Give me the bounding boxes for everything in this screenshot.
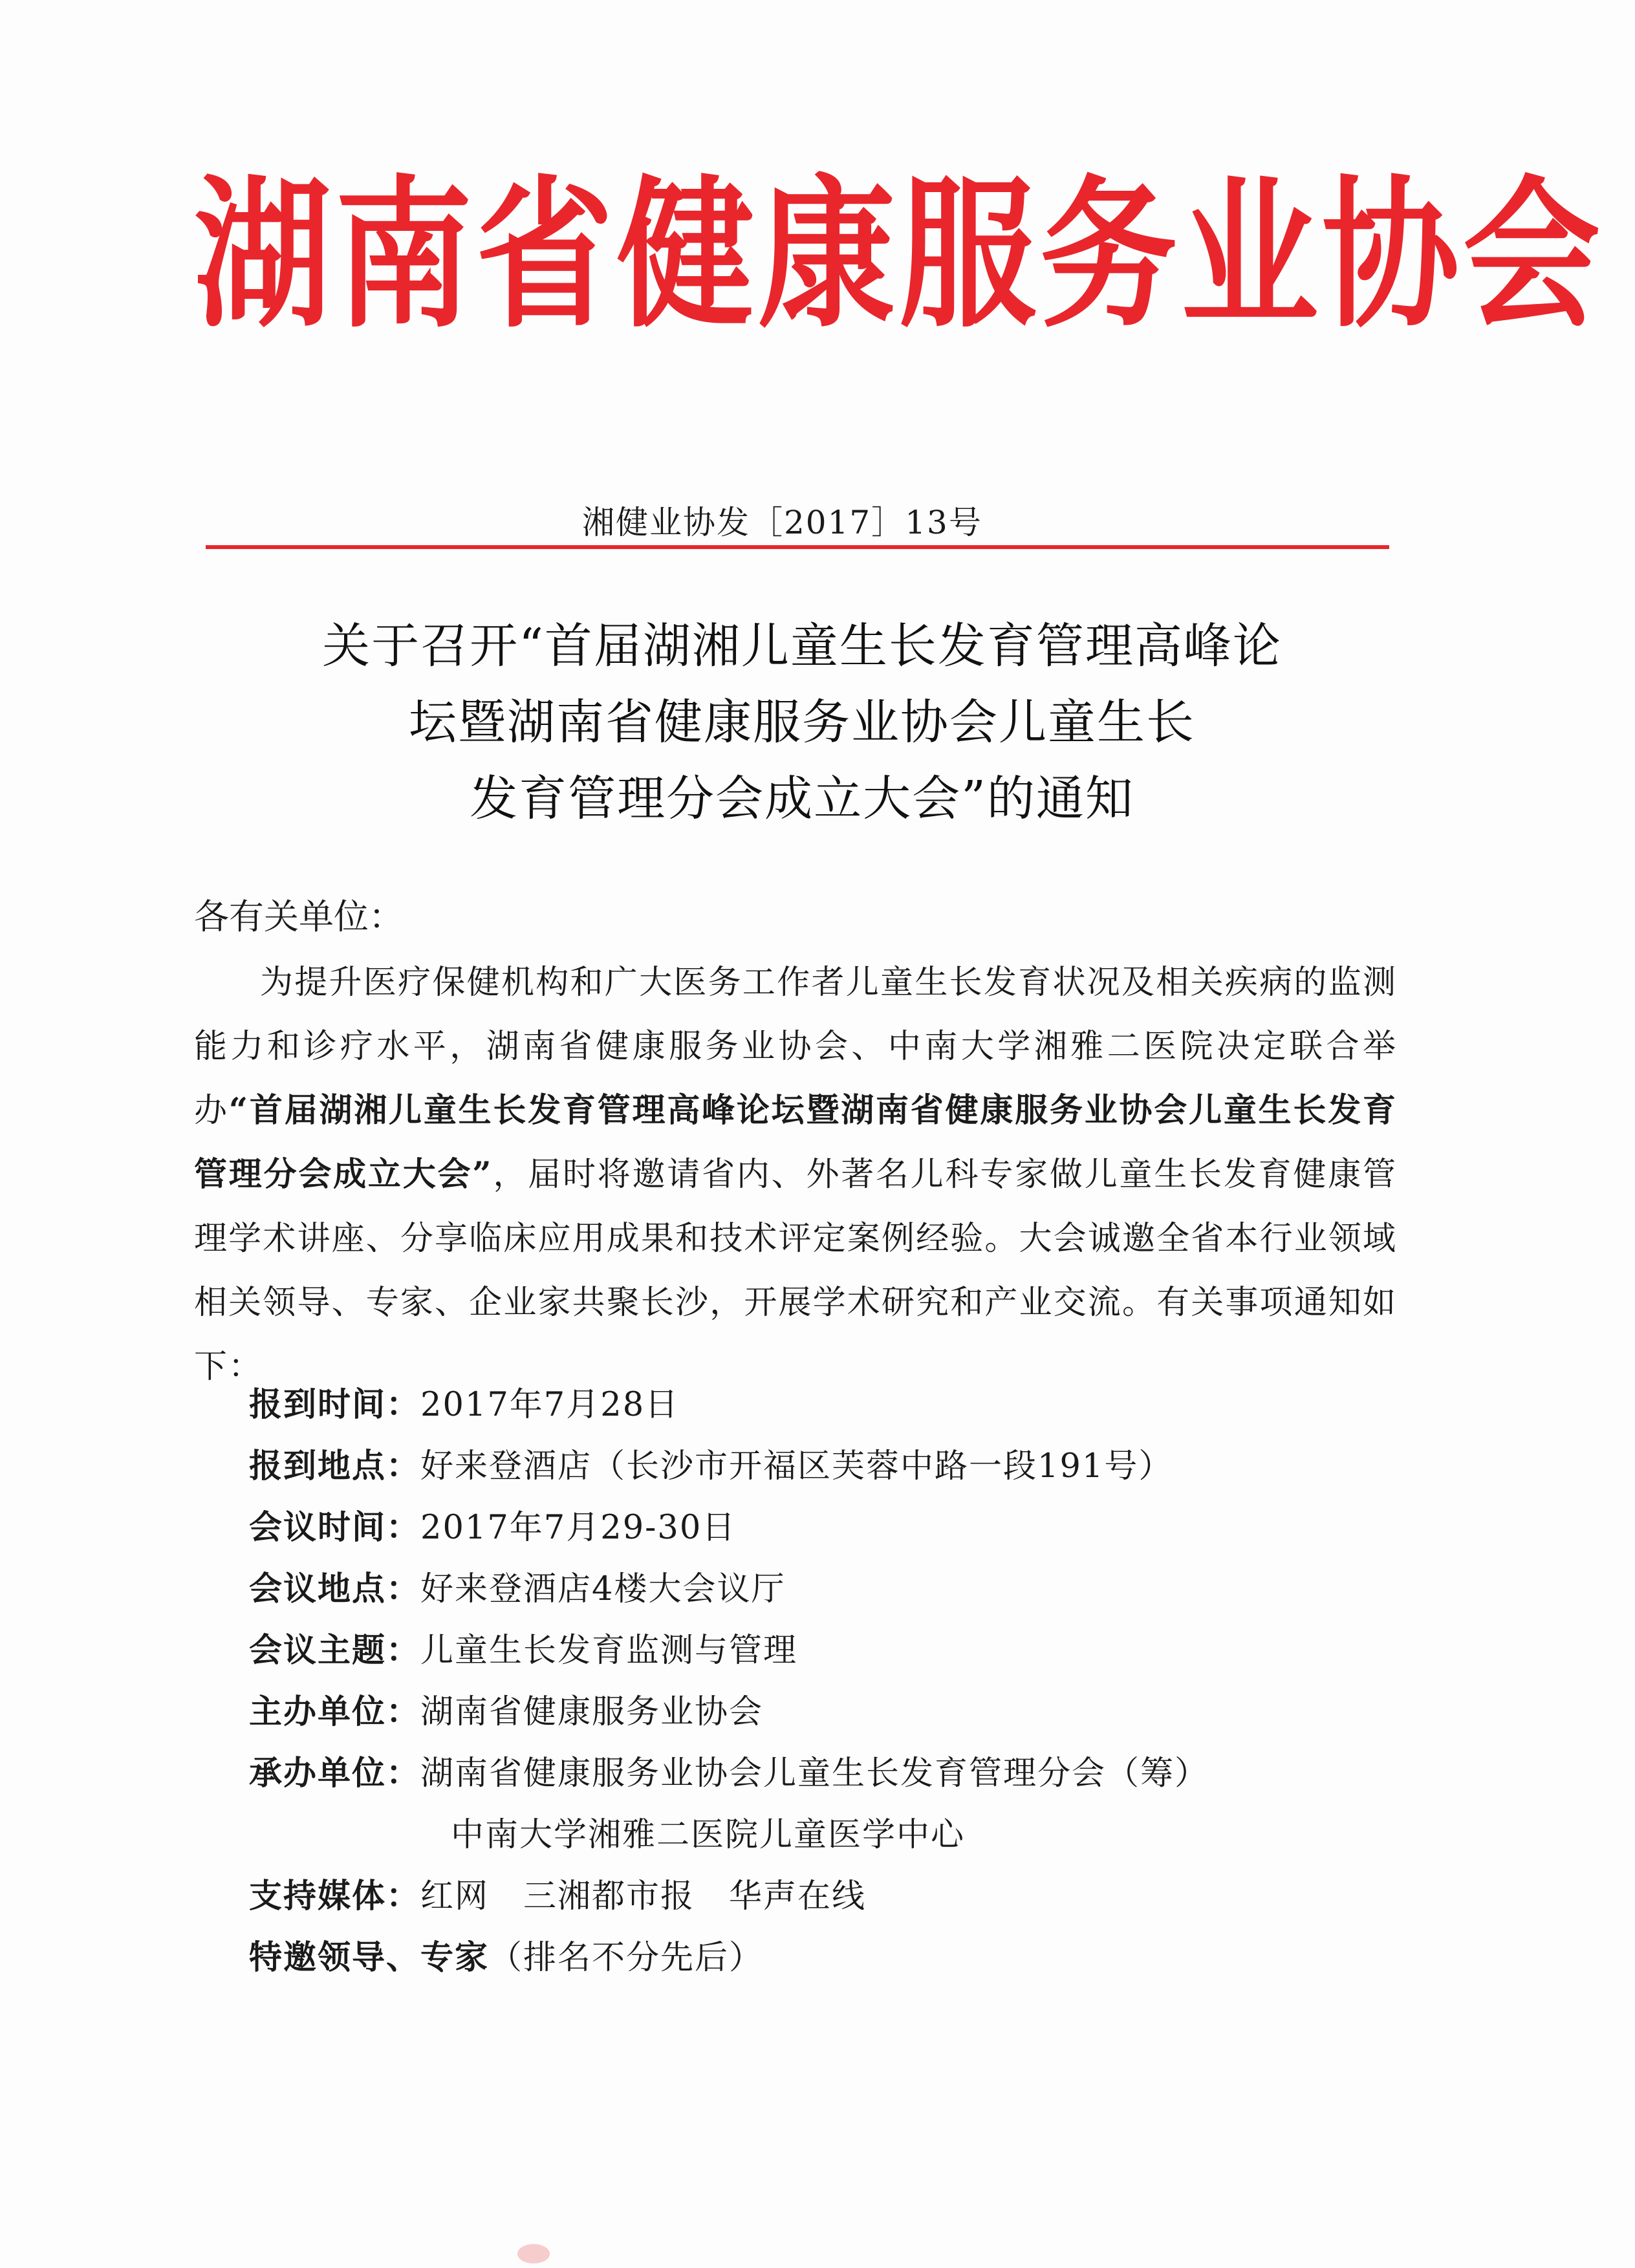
body-paragraph [194,951,1397,1399]
detail-value: 2017年7月29-30日 [420,1509,737,1547]
detail-label: 会议主题： [249,1631,421,1670]
detail-row-co-organizer-2 [249,1804,1413,1866]
detail-row-checkin-location [249,1436,1413,1497]
body-text-event-name: “首届湖湘儿童生长发育管理高峰论坛暨湖南省健康服务业协会儿童生长发育管理分会成立大会” [194,1091,1397,1194]
letterhead-red-rule [206,545,1389,549]
detail-value: 好来登酒店（长沙市开福区芙蓉中路一段191号） [420,1447,1173,1485]
detail-row-organizer [249,1681,1413,1743]
notice-title-line-2: 坛暨湖南省健康服务业协会儿童生长 [409,695,1195,750]
detail-value: 湖南省健康服务业协会 [420,1693,764,1731]
detail-label: 报到时间： [249,1385,421,1424]
detail-label: 报到地点： [249,1447,421,1485]
detail-label: 主办单位： [249,1692,421,1731]
notice-title [194,608,1410,837]
document-number: 湘健业协发［2017］13号 [582,504,982,541]
detail-row-invited-guests [249,1927,1413,1989]
body-text-part-3: ，届时将邀请省内、外著名儿科专家做儿童生长发育健康管理学术讲座、分享临床应用成果和技术评定案例经验。大会诚邀全省本行业领域相关领导、专家、企业家共聚长沙，开展学术研究和产业交流。有关事项通知如下： [194,1156,1397,1386]
detail-row-meeting-time [249,1497,1413,1559]
notice-title-line-3: 发育管理分会成立大会”的通知 [470,771,1134,826]
detail-label: 特邀领导、专家 [249,1938,490,1977]
detail-row-checkin-time [249,1374,1413,1436]
notice-title-line-1: 关于召开“首届湖湘儿童生长发育管理高峰论 [322,618,1282,674]
meeting-details [249,1374,1413,1989]
detail-label: 支持媒体： [249,1877,421,1916]
body-text-part-1: 为提升医疗保健机构和广大医务工作者儿童生长发育状况及相关疾病的监测能力和诊疗水平，湖南省健康服务业协会、中南大学湘雅二医院决定联合举办 [194,964,1397,1130]
detail-value: 2017年7月28日 [420,1386,680,1424]
detail-label: 会议时间： [249,1508,421,1547]
salutation: 各有关单位： [194,896,404,937]
detail-value: 湖南省健康服务业协会儿童生长发育管理分会（筹） [420,1755,1209,1793]
detail-value: 红网 三湘都市报 华声在线 [420,1877,867,1916]
detail-label: 会议地点： [249,1570,421,1608]
detail-row-meeting-theme [249,1620,1413,1681]
detail-row-co-organizer [249,1743,1413,1804]
detail-value: 儿童生长发育监测与管理 [420,1632,798,1670]
detail-label: 承办单位： [249,1754,421,1793]
detail-value: （排名不分先后） [489,1939,764,1977]
detail-row-meeting-location [249,1559,1413,1620]
detail-row-media [249,1866,1413,1927]
detail-value: 中南大学湘雅二医院儿童医学中心 [451,1816,966,1854]
letterhead-org-name: 湖南省健康服务业协会 [194,160,1604,350]
stamp-bleed-mark [517,2244,550,2263]
detail-value: 好来登酒店4楼大会议厅 [420,1570,786,1608]
